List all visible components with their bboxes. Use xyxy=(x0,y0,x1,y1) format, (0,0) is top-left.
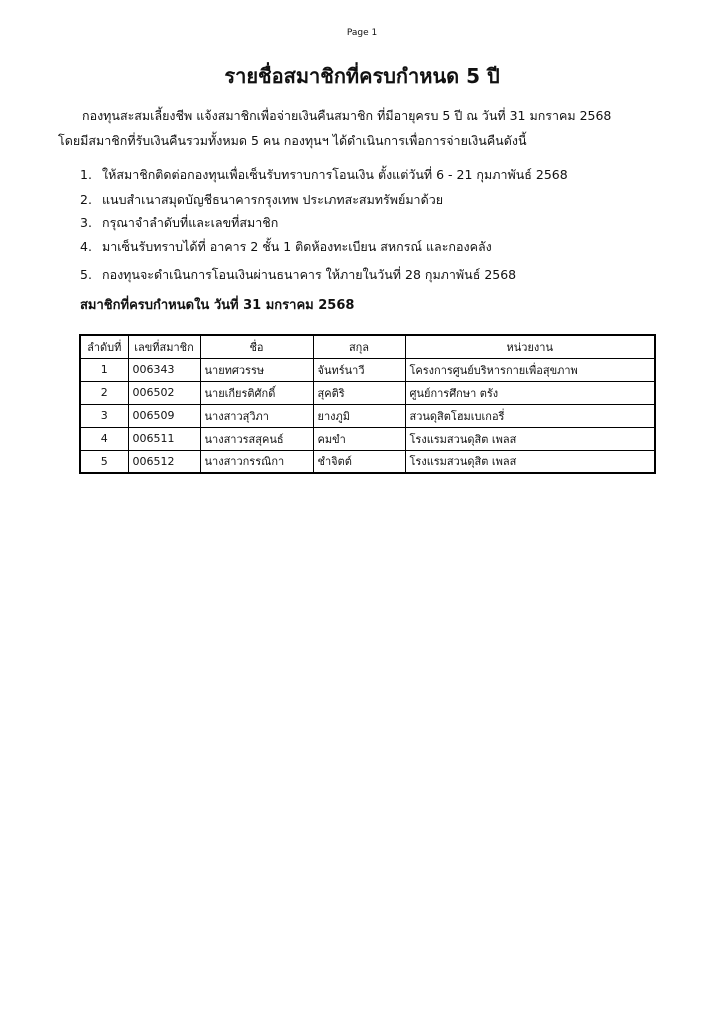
column-header-first-name: ชื่อ xyxy=(200,335,313,358)
cell-sequence: 5 xyxy=(80,450,128,473)
cell-department: สวนดุสิตโฮมเบเกอรี่ xyxy=(405,404,655,427)
instruction-item xyxy=(80,213,278,233)
cell-member-id: 006509 xyxy=(128,404,200,427)
instruction-number: 2. xyxy=(80,192,92,207)
instruction-text: กรุณาจำลำดับที่และเลขที่สมาชิก xyxy=(102,215,279,230)
column-header-department: หน่วยงาน xyxy=(405,335,655,358)
instruction-item xyxy=(80,265,516,285)
table-row xyxy=(80,427,655,450)
members-table xyxy=(79,334,656,474)
cell-sequence: 3 xyxy=(80,404,128,427)
cell-member-id: 006512 xyxy=(128,450,200,473)
table-header-row xyxy=(80,335,655,358)
instruction-number: 1. xyxy=(80,167,92,182)
column-header-sequence: ลำดับที่ xyxy=(80,335,128,358)
cell-first-name: นางสาวกรรณิกา xyxy=(200,450,313,473)
instruction-item xyxy=(80,165,568,185)
instruction-text: แนบสำเนาสมุดบัญชีธนาคารกรุงเทพ ประเภทสะสมทรัพย์มาด้วย xyxy=(102,192,444,207)
cell-department: โครงการศูนย์บริหารกายเพื่อสุขภาพ xyxy=(405,358,655,381)
instruction-item xyxy=(80,190,443,210)
instruction-number: 5. xyxy=(80,267,92,282)
instruction-text: กองทุนจะดำเนินการโอนเงินผ่านธนาคาร ให้ภายในวันที่ 28 กุมภาพันธ์ 2568 xyxy=(102,267,517,282)
cell-department: ศูนย์การศึกษา ตรัง xyxy=(405,381,655,404)
column-header-member-id: เลขที่สมาชิก xyxy=(128,335,200,358)
cell-last-name: คมขำ xyxy=(313,427,405,450)
intro-paragraph-line-1: กองทุนสะสมเลี้ยงชีพ แจ้งสมาชิกเพื่อจ่ายเงินคืนสมาชิก ที่มีอายุครบ 5 ปี ณ วันที่ 31 มกราคม 2568 xyxy=(82,108,612,123)
cell-department: โรงแรมสวนดุสิต เพลส xyxy=(405,450,655,473)
cell-member-id: 006343 xyxy=(128,358,200,381)
table-row xyxy=(80,450,655,473)
cell-department: โรงแรมสวนดุสิต เพลส xyxy=(405,427,655,450)
cell-last-name: สุคติริ xyxy=(313,381,405,404)
instruction-item xyxy=(80,237,492,257)
cell-sequence: 2 xyxy=(80,381,128,404)
column-header-last-name: สกุล xyxy=(313,335,405,358)
cell-last-name: ชำจิตต์ xyxy=(313,450,405,473)
table-row xyxy=(80,381,655,404)
cell-first-name: นายเกียรติศักดิ์ xyxy=(200,381,313,404)
table-row xyxy=(80,404,655,427)
cell-last-name: ยางภูมิ xyxy=(313,404,405,427)
table-row xyxy=(80,358,655,381)
page-label: Page 1 xyxy=(346,28,378,38)
cell-last-name: จันทร์นาวี xyxy=(313,358,405,381)
document-title: รายชื่อสมาชิกที่ครบกำหนด 5 ปี xyxy=(224,64,500,88)
instruction-text: ให้สมาชิกติดต่อกองทุนเพื่อเซ็นรับทราบการโอนเงิน ตั้งแต่วันที่ 6 - 21 กุมภาพันธ์ 2568 xyxy=(102,167,568,182)
cell-first-name: นางสาวรสสุคนธ์ xyxy=(200,427,313,450)
cell-first-name: นายทศวรรษ xyxy=(200,358,313,381)
members-subtitle: สมาชิกที่ครบกำหนดใน วันที่ 31 มกราคม 2568 xyxy=(80,298,355,313)
cell-member-id: 006511 xyxy=(128,427,200,450)
cell-sequence: 4 xyxy=(80,427,128,450)
cell-sequence: 1 xyxy=(80,358,128,381)
instruction-number: 3. xyxy=(80,215,92,230)
intro-paragraph-line-2: โดยมีสมาชิกที่รับเงินคืนรวมทั้งหมด 5 คน กองทุนฯ ได้ดำเนินการเพื่อการจ่ายเงินคืนดังนี้ xyxy=(58,133,527,148)
cell-member-id: 006502 xyxy=(128,381,200,404)
cell-first-name: นางสาวสุวิภา xyxy=(200,404,313,427)
instruction-text: มาเซ็นรับทราบได้ที่ อาคาร 2 ชั้น 1 ติดห้องทะเบียน สหกรณ์ และกองคลัง xyxy=(102,239,492,254)
instruction-number: 4. xyxy=(80,239,92,254)
